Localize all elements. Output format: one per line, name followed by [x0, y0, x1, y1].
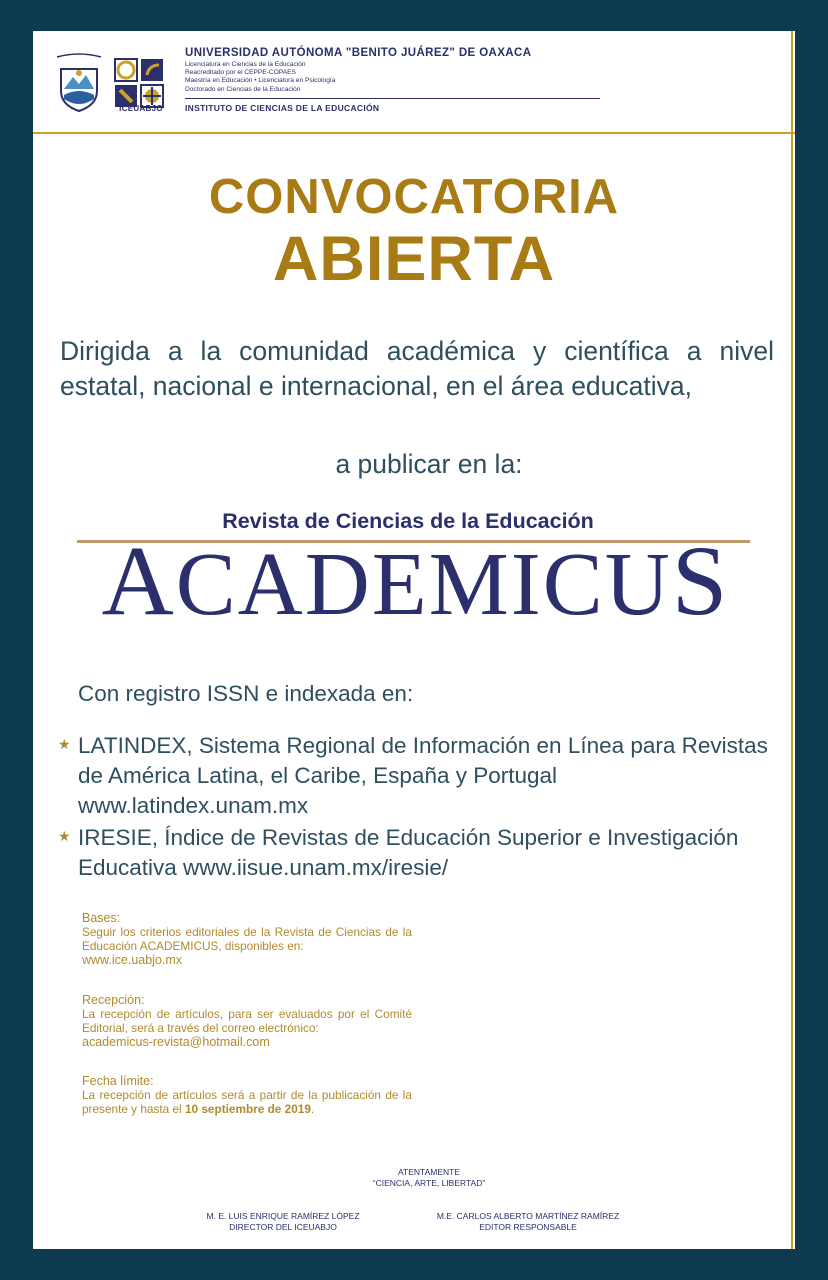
star-icon: ★: [58, 828, 71, 844]
bases-website-link[interactable]: www.ice.uabjo.mx: [82, 953, 183, 967]
closing: [33, 1167, 795, 1189]
intro-text: Dirigida a la comunidad académica y científica a nivel estatal, nacional e internacional, en el área educativa,: [60, 336, 774, 401]
signature-name: M. E. LUIS ENRIQUE RAMÍREZ LÓPEZ: [206, 1211, 360, 1221]
deadline-date: 10 septiembre de 2019: [184, 1102, 311, 1116]
deadline-heading: Fecha límite:: [82, 1074, 154, 1088]
header-divider: [185, 98, 600, 99]
star-icon: ★: [58, 736, 71, 752]
program-line: Reacreditado por el CEPPE-COPAES: [185, 69, 296, 77]
signature-role: DIRECTOR DEL ICEUABJO: [229, 1222, 337, 1232]
journal-name-last: S: [671, 525, 730, 636]
poster-sheet: [33, 31, 795, 1249]
university-seal-icon: [51, 51, 107, 113]
bases-section: [82, 911, 412, 967]
program-line: Licenciatura en Ciencias de la Educación: [185, 61, 306, 68]
deadline-end: .: [310, 1102, 315, 1116]
title-abierta: ABIERTA: [272, 224, 556, 294]
closing-motto: “CIENCIA, ARTE, LIBERTAD”: [372, 1178, 486, 1188]
index-item-iresie: IRESIE, Índice de Revistas de Educación Superior e Investigación Educativa www.iisue.unam.mx/iresie/: [78, 825, 739, 880]
journal-subtitle: Revista de Ciencias de la Educación: [222, 509, 594, 533]
deadline-section: [82, 1074, 412, 1116]
journal-name: [93, 523, 738, 638]
title-convocatoria: CONVOCATORIA: [208, 170, 620, 224]
header-gold-rule: [33, 132, 795, 134]
closing-regards: ATENTAMENTE: [397, 1167, 461, 1177]
deadline-text: [82, 1088, 412, 1116]
university-name: UNIVERSIDAD AUTÓNOMA "BENITO JUÁREZ" DE OAXACA: [185, 47, 532, 59]
bases-text: Seguir los criterios editoriales de la Revista de Ciencias de la Educación ACADEMICUS, disponibles en:: [82, 925, 412, 953]
indexing-heading: Con registro ISSN e indexada en:: [78, 681, 414, 706]
bases-heading: Bases:: [82, 911, 121, 925]
reception-text: La recepción de artículos, para ser evaluados por el Comité Editorial, será a través del correo electrónico:: [82, 1007, 412, 1035]
program-line: Doctorado en Ciencias de la Educación: [185, 85, 301, 93]
reception-section: [82, 993, 412, 1049]
index-item-latindex: LATINDEX, Sistema Regional de Información en Línea para Revistas de América Latina, el Caribe, España y Portugal www.latindex.unam.mx: [78, 733, 768, 818]
reception-heading: Recepción:: [82, 993, 145, 1007]
reception-email-link[interactable]: academicus-revista@hotmail.com: [82, 1035, 270, 1049]
deadline-body: La recepción de artículos será a partir de la publicación de la presente y hasta el: [82, 1088, 412, 1116]
signature-name: M.E. CARLOS ALBERTO MARTÍNEZ RAMÍREZ: [436, 1211, 620, 1221]
program-line: Maestría en Educación • Licenciatura en Psicología: [185, 77, 336, 85]
header: [33, 31, 795, 132]
signature-role: EDITOR RESPONSABLE: [479, 1222, 577, 1232]
signature-director: [168, 1211, 398, 1233]
signature-editor: [408, 1211, 648, 1233]
publish-text: a publicar en la:: [335, 449, 523, 479]
journal-name-first: A: [101, 525, 176, 636]
journal-name-middle: CADEMICU: [175, 535, 672, 634]
program-list: [185, 61, 335, 94]
iceuabjo-label: ICEUABJO: [119, 104, 163, 113]
institute-name: INSTITUTO DE CIENCIAS DE LA EDUCACIÓN: [185, 103, 380, 113]
